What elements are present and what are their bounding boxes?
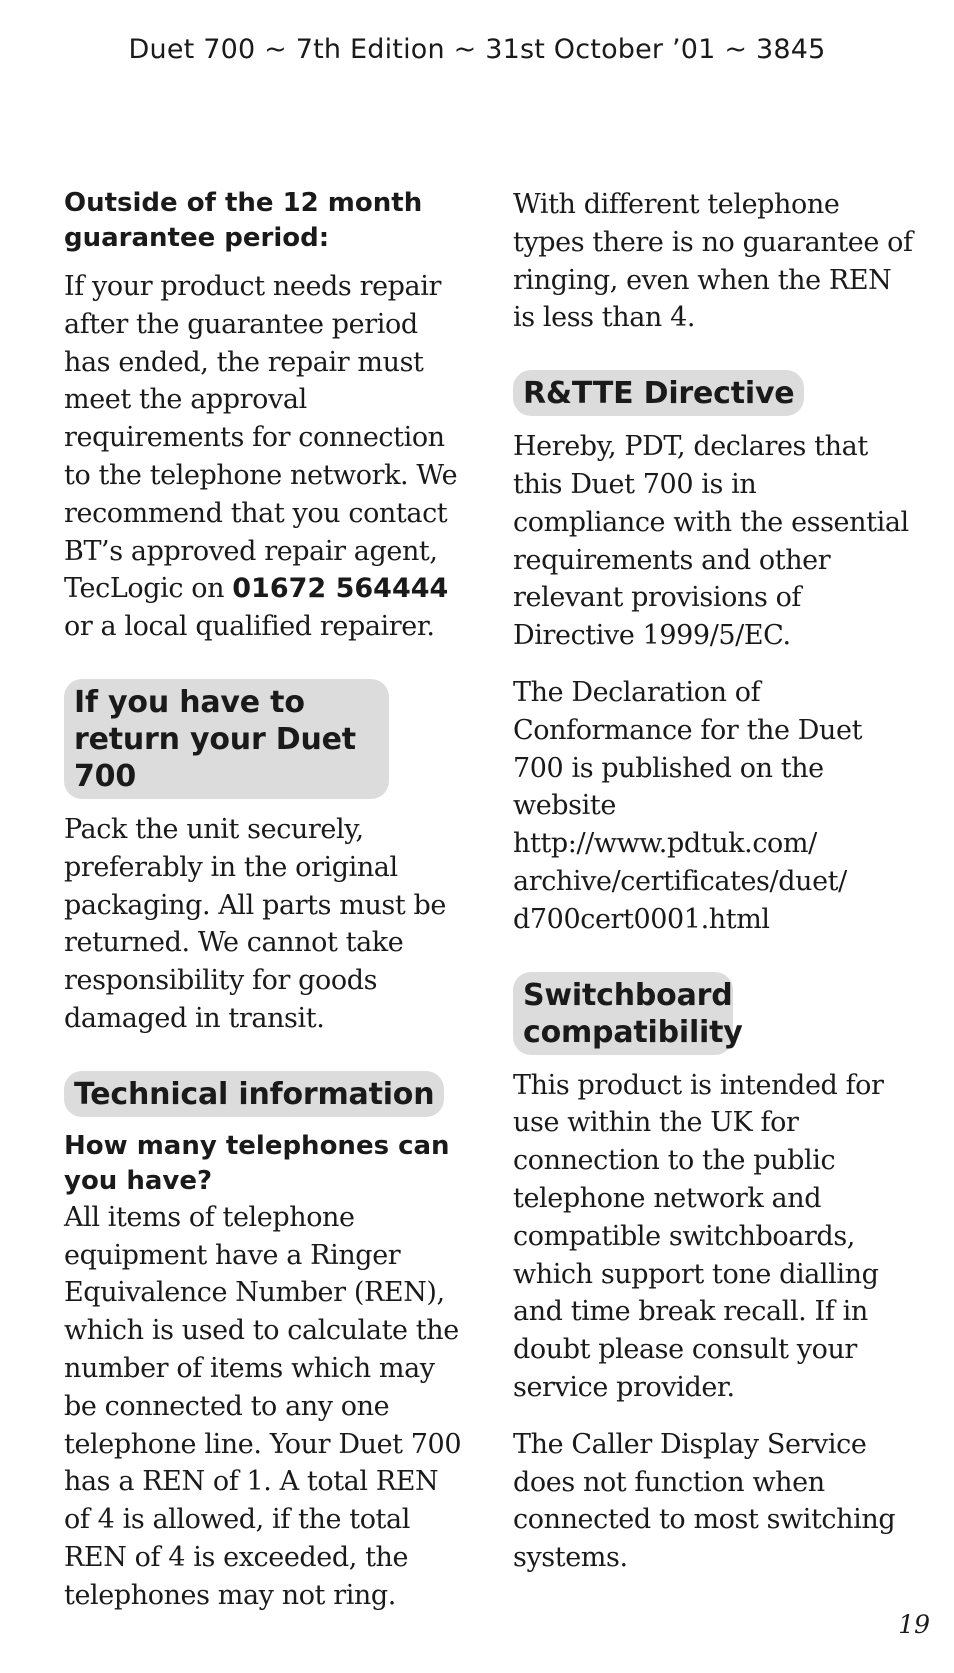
page-number: 19 <box>898 1610 930 1639</box>
switchboard-compatibility-heading: Switchboard compatibility <box>513 972 733 1055</box>
left-column <box>64 186 464 1615</box>
outside-guarantee-text-part2: or a local qualified repairer. <box>64 611 435 643</box>
telephones-count-subheading: How many telephones can you have? <box>64 1130 450 1196</box>
right-column <box>513 186 913 1577</box>
technical-information-heading: Technical information <box>64 1071 444 1117</box>
return-heading: If you have to return your Duet 700 <box>64 679 389 799</box>
page-header: Duet 700 ~ 7th Edition ~ 31st October ’01 ~ 3845 <box>128 34 826 65</box>
outside-guarantee-text <box>64 268 464 646</box>
switchboard-compatibility-text: This product is intended for use within the UK for connection to the public telephone network and compatible switchboards, which support tone dialling and time break recall. If in doubt please consult your service provider. <box>513 1069 884 1403</box>
rtte-directive-heading: R&TTE Directive <box>513 370 804 416</box>
caller-display-text: The Caller Display Service does not function when connected to most switching systems. <box>513 1428 896 1574</box>
return-text: Pack the unit securely, preferably in the original packaging. All parts must be returned. We cannot take responsibility for goods damaged in transit. <box>64 813 446 1034</box>
outside-guarantee-heading: Outside of the 12 month guarantee period: <box>64 188 423 253</box>
technical-information-text: All items of telephone equipment have a Ringer Equivalence Number (REN), which is used to calculate the number of items which may be connected to any one telephone line. Your Duet 700 has a REN of 1. A total REN of 4 is allowed, if the total REN of 4 is exceeded, the telephones may not ring. <box>64 1201 462 1611</box>
ringing-guarantee-text: With different telephone types there is no guarantee of ringing, even when the REN is less than 4. <box>513 189 913 334</box>
outside-guarantee-text-part1: If your product needs repair after the guarantee period has ended, the repair must meet the approval requirements for connection to the telephone network. We recommend that you contact BT’s approved repair agent, TecLogic on <box>64 271 458 605</box>
declaration-text: The Declaration of Conformance for the Duet 700 is published on the website http://www.pdtuk.com/ archive/certificates/duet/ d700cert0001.html <box>513 676 863 935</box>
rtte-directive-text: Hereby, PDT, declares that this Duet 700 is in compliance with the essential requirements and other relevant provisions of Directive 1999/5/EC. <box>513 431 909 652</box>
repair-phone-number: 01672 564444 <box>232 573 449 605</box>
